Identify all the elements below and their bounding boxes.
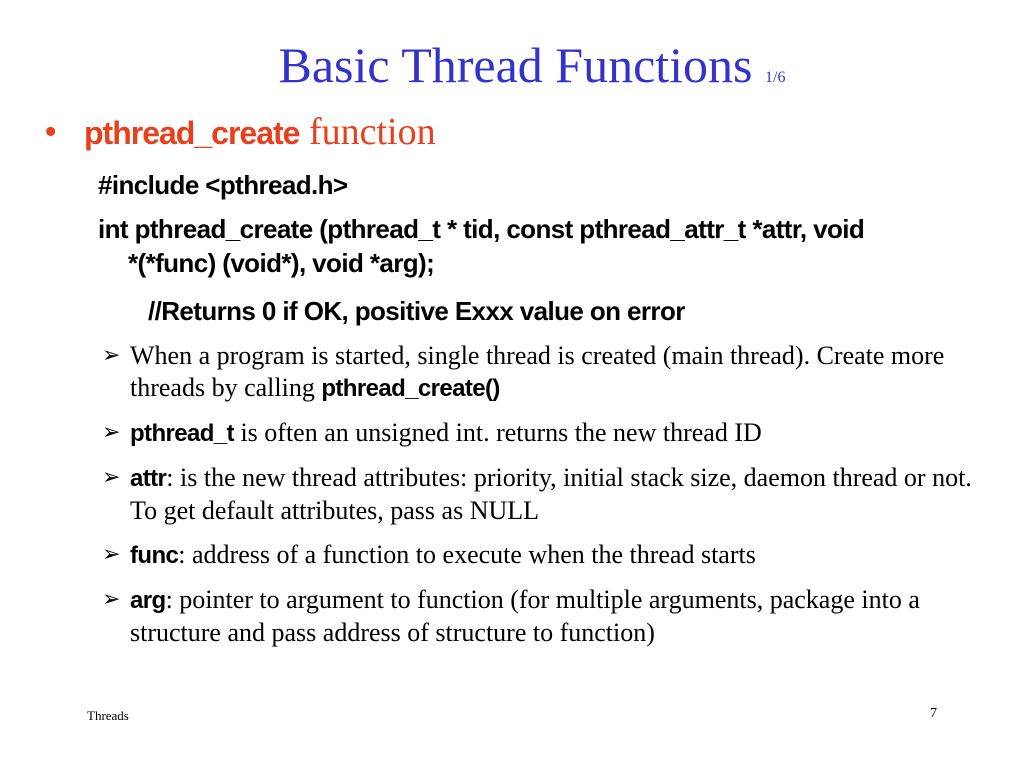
page-number: 7 [930,706,937,721]
include-line: #include <pthread.h> [98,170,348,200]
prototype-line-1: int pthread_create (pthread_t * tid, const pthread_attr_t *attr, void [98,214,865,244]
sub-bullet-item: ➢ attr: is the new thread attributes: priority, initial stack size, daemon thread or not. To get default attributes, pass as NULL [102,463,972,525]
title-main: Basic Thread Functions [278,37,753,93]
bullet-dot: • [44,111,58,153]
sub-bullet-item: ➢ pthread_t is often an unsigned int. returns the new thread ID [102,418,762,447]
footer-label: Threads [87,708,129,723]
prototype-line-2: *(*func) (void*), void *arg); [128,248,435,278]
return-comment: //Returns 0 if OK, positive Exxx value on error [148,296,685,326]
arrow-bullet-icon: ➢ [102,420,121,445]
sub-bullet-item: ➢ When a program is started, single thread is created (main thread). Create more threads by calling pthread_create() [102,341,945,402]
slide-title [0,36,1024,107]
title-subpage: 1/6 [765,69,786,86]
sub-bullet-item: ➢ func: address of a function to execute when the thread starts [102,540,756,569]
arrow-bullet-icon: ➢ [102,465,121,490]
sub-bullet-list [100,340,1000,661]
arrow-bullet-icon: ➢ [102,343,121,368]
main-bullet [44,108,436,157]
bullet-rest: function [299,111,436,153]
arrow-bullet-icon: ➢ [102,542,121,567]
bullet-keyword: pthread_create [84,115,300,151]
sub-bullet-item: ➢ arg: pointer to argument to function (for multiple arguments, package into a structure and pass address of structure to function) [102,585,920,647]
arrow-bullet-icon: ➢ [102,587,121,612]
